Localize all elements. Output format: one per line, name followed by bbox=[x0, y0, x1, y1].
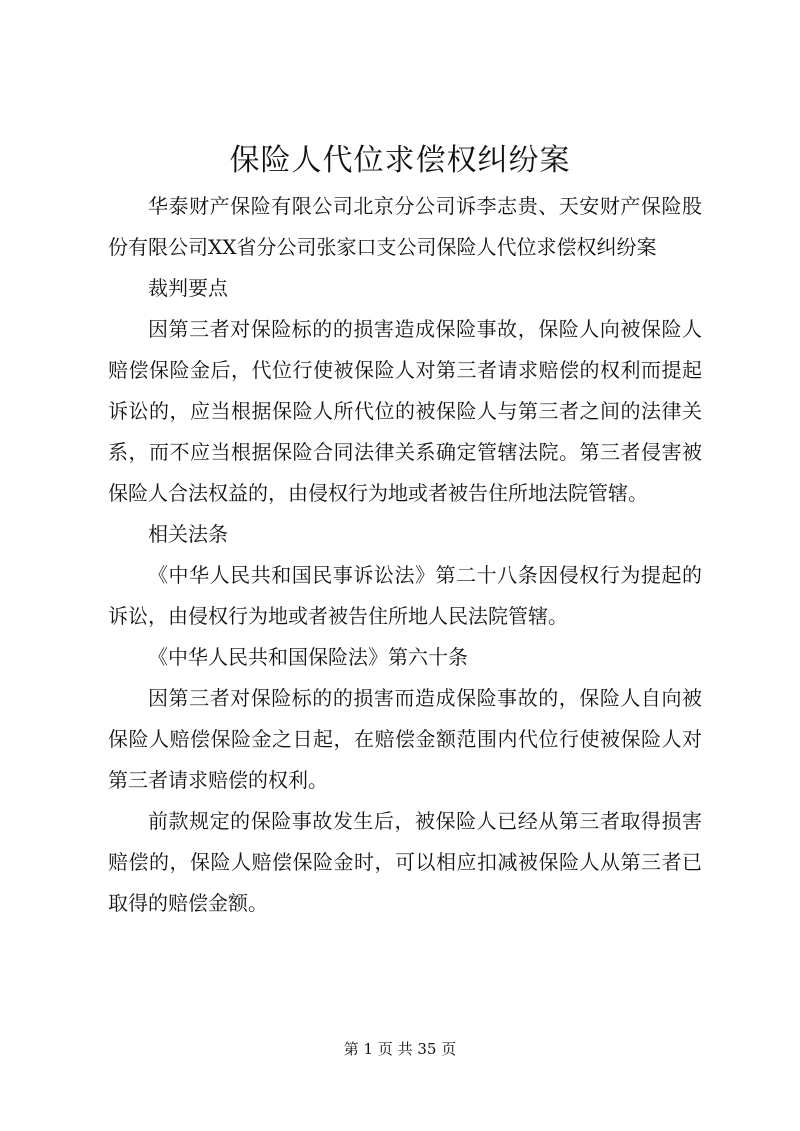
section-heading-related-law: 相关法条 bbox=[148, 522, 228, 546]
civil-procedure-law-paragraph: 《中华人民共和国民事诉讼法》第二十八条因侵权行为提起的诉讼，由侵权行为地或者被告住所地人民法院管辖。 bbox=[108, 563, 702, 628]
insurance-law-paragraph-1: 因第三者对保险标的的损害而造成保险事故的，保险人自向被保险人赔偿保险金之日起，在赔偿金额范围内代位行使被保险人对第三者请求赔偿的权利。 bbox=[108, 686, 702, 792]
insurance-law-paragraph-2: 前款规定的保险事故发生后，被保险人已经从第三者取得损害赔偿的，保险人赔偿保险金时，可以相应扣减被保险人从第三者已取得的赔偿金额。 bbox=[108, 809, 702, 915]
case-name-paragraph: 华泰财产保险有限公司北京分公司诉李志贵、天安财产保险股份有限公司XX省分公司张家口支公司保险人代位求偿权纠纷案 bbox=[108, 194, 702, 259]
document-body bbox=[108, 186, 702, 924]
key-points-paragraph: 因第三者对保险标的的损害造成保险事故，保险人向被保险人赔偿保险金后，代位行使被保险人对第三者请求赔偿的权利而提起诉讼的，应当根据保险人所代位的被保险人与第三者之间的法律关系，而不应当根据保险合同法律关系确定管辖法院。第三者侵害被保险人合法权益的，由侵权行为地或者被告住所地法院管辖。 bbox=[108, 317, 702, 505]
insurance-law-heading: 《中华人民共和国保险法》第六十条 bbox=[148, 645, 468, 669]
section-heading-key-points: 裁判要点 bbox=[148, 276, 228, 300]
document-title: 保险人代位求偿权纠纷案 bbox=[229, 143, 571, 178]
page-footer: 第 1 页 共 35 页 bbox=[343, 1040, 457, 1058]
